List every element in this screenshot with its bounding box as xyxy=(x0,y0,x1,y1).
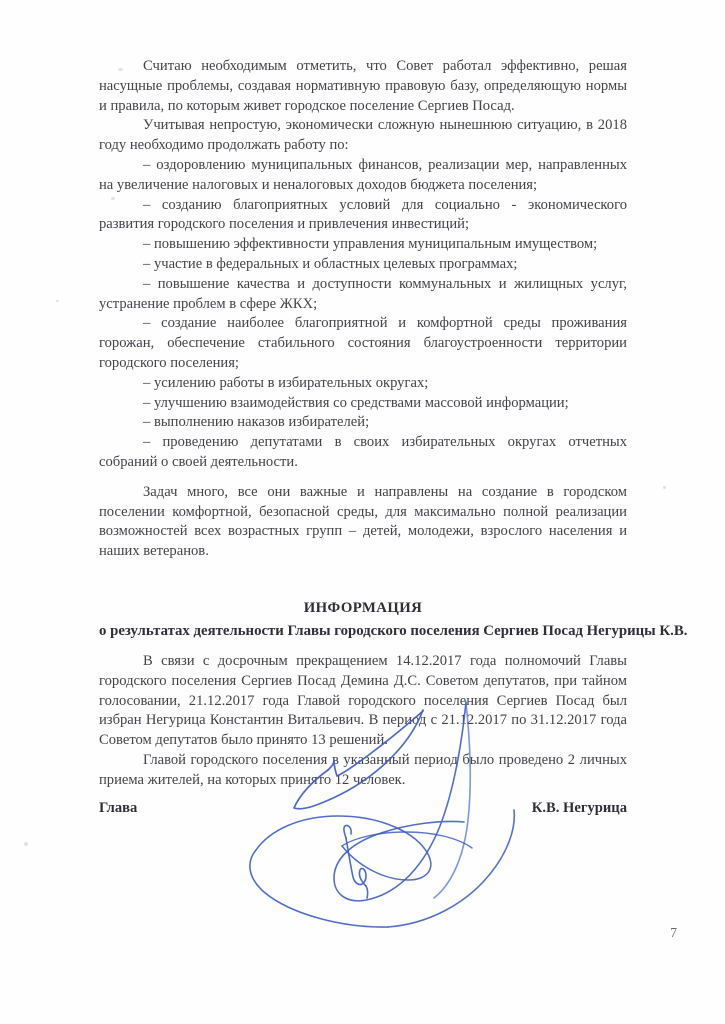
bullet-izbiratelnye-okruga: – усилению работы в избирательных округах; xyxy=(143,374,429,391)
signature-row xyxy=(99,800,627,817)
section-subtitle: о результатах деятельности Главы городского поселения Сергиев Посад Негурицы К.В. xyxy=(99,622,688,639)
paragraph-lichnye-priemy: Главой городского поселения в указанный период было проведено 2 личных приема жителей, на которых принято 12 человек. xyxy=(99,751,627,788)
spacer xyxy=(99,473,627,483)
paragraph-dosrochnoe-prekrashchenie: В связи с досрочным прекращением 14.12.2017 года полномочий Главы городского поселения Сергиев Посад Демина Д.С. Советом депутатов, при тайном голосовании, 21.12.2017 года Главой городского поселения Сергиев Посад был избран Негурица Константин Витальевич. В период с 21.12.2017 по 31.12.2017 года Советом депутатов было принято 13 решений. xyxy=(99,652,627,749)
bullet-upravlenie-imushchestvom: – повышению эффективности управления муниципальным имуществом; xyxy=(143,236,598,253)
bullet-kommunalnye-uslugi: – повышение качества и доступности коммунальных и жилищных услуг, устранение проблем в сфере ЖКХ; xyxy=(99,275,627,312)
bullet-nakazy: – выполнению наказов избирателей; xyxy=(143,414,370,431)
bullet-smi: – улучшению взаимодействия со средствами массовой информации; xyxy=(143,394,569,411)
bullet-otchetnye-sobraniya: – проведению депутатами в своих избирательных округах отчетных собраний о своей деятельности. xyxy=(99,434,627,470)
scan-artifact xyxy=(663,486,666,489)
section-title: ИНФОРМАЦИЯ xyxy=(303,599,423,616)
paragraph-uchityvaya-situaciyu: Учитывая непростую, экономически сложную нынешнюю ситуацию, в 2018 году необходимо продолжать работу по: xyxy=(99,117,627,154)
page-number: 7 xyxy=(670,925,677,940)
bullet-ozdorovlenie: – оздоровлению муниципальных финансов, реализации мер, направленных на увеличение налоговых и неналоговых доходов бюджета поселения; xyxy=(99,156,627,193)
section-heading-block xyxy=(99,598,688,642)
spacer xyxy=(99,642,627,652)
bullet-sozdanie-uslovij: – созданию благоприятных условий для социально - экономического развития городского поселения и привлечения инвестиций; xyxy=(99,196,627,233)
signature-signer-name: К.В. Негурица xyxy=(531,800,627,816)
bullet-komfortnaya-sreda: – создание наиболее благоприятной и комфортной среды проживания горожан, обеспечение стабильного состояния благоустроенности территории городского поселения; xyxy=(99,315,627,371)
scan-artifact xyxy=(56,300,59,302)
scan-artifact xyxy=(24,842,28,846)
paragraph-sovet-effektivno: Считаю необходимым отметить, что Совет работал эффективно, решая насущные проблемы, создавая нормативную правовую базу, определяющую нормы и правила, по которым живет городское поселение Сергиев Посад. xyxy=(99,58,627,114)
bullet-celevye-programmy: – участие в федеральных и областных целевых программах; xyxy=(143,255,518,272)
signature-position-label: Глава xyxy=(99,800,138,816)
paragraph-zadach-mnogo: Задач много, все они важные и направлены на создание в городском поселении комфортной, безопасной среды, для максимально полной реализации возможностей всех возрастных групп – детей, молодежи, взрослого населения и наших ветеранов. xyxy=(99,483,627,560)
document-body xyxy=(99,57,688,791)
